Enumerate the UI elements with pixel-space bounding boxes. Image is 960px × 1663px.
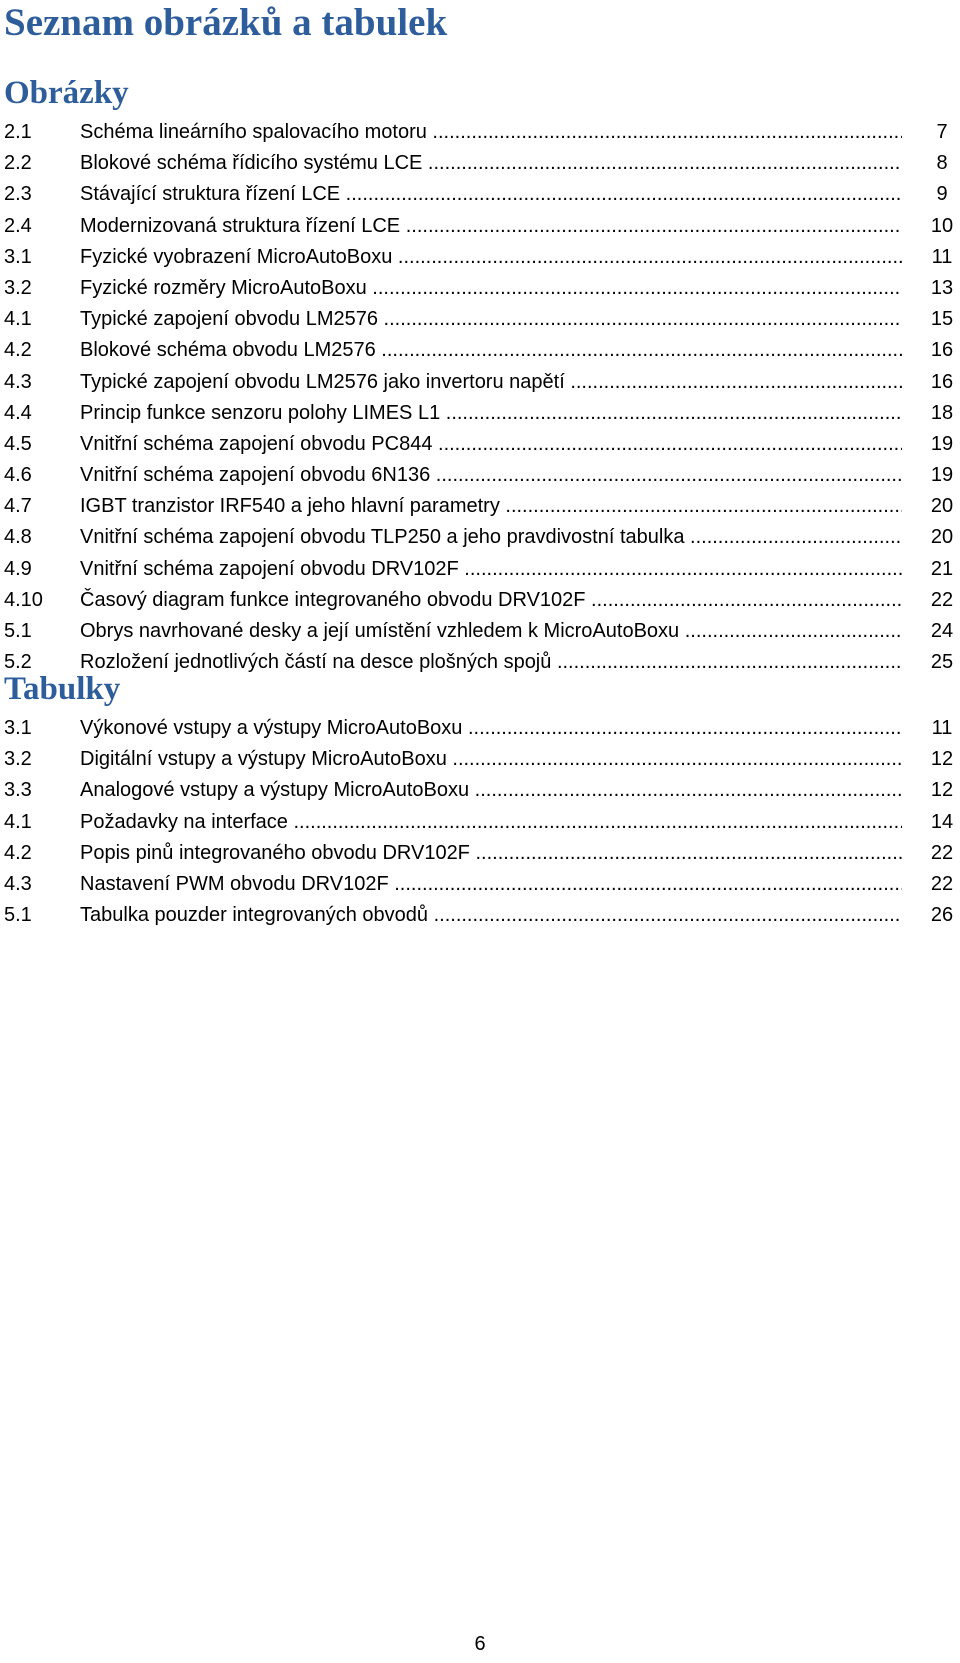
toc-entry-number: 4.3 [4, 370, 32, 393]
toc-entry-page: 7 [936, 121, 948, 143]
toc-entry-number: 3.1 [4, 717, 32, 739]
toc-entry-title: Typické zapojení obvodu LM2576 jako invertoru napětí ..... [80, 367, 902, 398]
toc-entry-page: 19 [930, 464, 954, 487]
toc-entry-title: Rozložení jednotlivých částí na desce plošných spojů ..... [80, 647, 902, 678]
toc-entry-number: 4.7 [4, 495, 32, 518]
toc-entry[interactable] [0, 179, 960, 210]
toc-entry-page: 18 [930, 401, 954, 424]
toc-entry-title: Obrys navrhované desky a její umístění vzhledem k MicroAutoBoxu ..... [80, 616, 902, 647]
toc-entry-number: 2.2 [4, 152, 32, 175]
toc-entry[interactable] [0, 775, 960, 806]
toc-entry-page: 20 [930, 526, 954, 549]
toc-entry-page: 21 [930, 557, 954, 580]
toc-entry-number: 5.1 [4, 904, 32, 927]
toc-entry-page: 22 [930, 588, 954, 611]
toc-entry-number: 4.1 [4, 308, 32, 331]
toc-entry[interactable] [0, 585, 960, 616]
toc-entry-page: 13 [930, 276, 954, 299]
toc-entry-page: 9 [936, 183, 948, 206]
toc-entry-number: 5.2 [4, 651, 32, 674]
toc-entry-title: Schéma lineárního spalovacího motoru ..... [80, 117, 902, 148]
toc-entry-number: 4.2 [4, 339, 32, 362]
toc-entry-title: Tabulka pouzder integrovaných obvodů ..... [80, 900, 902, 931]
toc-entry[interactable] [0, 304, 960, 335]
toc-entry-title: Nastavení PWM obvodu DRV102F ..... [80, 869, 902, 900]
toc-entry-number: 4.8 [4, 526, 32, 549]
toc-entry-title: Požadavky na interface ..... [80, 807, 902, 838]
toc-entry-title: Fyzické vyobrazení MicroAutoBoxu ..... [80, 242, 902, 273]
toc-entry-title: Vnitřní schéma zapojení obvodu PC844 ..... [80, 429, 902, 460]
toc-entry-page: 25 [930, 651, 954, 674]
toc-entry-number: 2.4 [4, 214, 32, 237]
toc-entry[interactable] [0, 335, 960, 366]
toc-entry-title: Popis pinů integrovaného obvodu DRV102F ..... [80, 838, 902, 869]
toc-entry[interactable] [0, 869, 960, 900]
toc-entry-title: Princip funkce senzoru polohy LIMES L1 ..... [80, 398, 902, 429]
toc-entry-page: 11 [931, 245, 953, 268]
page-number: 6 [474, 1633, 486, 1655]
toc-entry-title: Blokové schéma obvodu LM2576 ..... [80, 335, 902, 366]
toc-entry-page: 22 [930, 841, 954, 864]
toc-entry-title: Stávající struktura řízení LCE ..... [80, 179, 902, 210]
toc-entry[interactable] [0, 616, 960, 647]
toc-entry-page: 10 [930, 214, 954, 237]
toc-entry-number: 4.10 [4, 588, 43, 611]
toc-entry[interactable] [0, 242, 960, 273]
toc-entry-page: 19 [930, 432, 954, 455]
toc-entry-number: 4.9 [4, 557, 32, 580]
toc-entry-number: 5.1 [4, 620, 32, 642]
toc-entry[interactable] [0, 554, 960, 585]
toc-entry-page: 15 [930, 308, 954, 331]
toc-entry-title: Vnitřní schéma zapojení obvodu DRV102F ..... [80, 554, 902, 585]
toc-entry[interactable] [0, 491, 960, 522]
toc-entry-page: 22 [930, 872, 954, 895]
toc-entry[interactable] [0, 367, 960, 398]
toc-entry[interactable] [0, 838, 960, 869]
toc-entry[interactable] [0, 117, 960, 148]
toc-entry-page: 8 [936, 152, 948, 175]
toc-entry[interactable] [0, 647, 960, 678]
toc-entry-number: 4.1 [4, 810, 32, 833]
toc-entry-title: Digitální vstupy a výstupy MicroAutoBoxu ..... [80, 744, 902, 775]
toc-entry-title: Vnitřní schéma zapojení obvodu 6N136 ..... [80, 460, 902, 491]
toc-entry-number: 3.1 [4, 245, 32, 268]
toc-entry-number: 4.6 [4, 464, 32, 487]
page-title: Seznam obrázků a tabulek [4, 1, 448, 44]
toc-entry-page: 26 [930, 904, 954, 927]
toc-entry-number: 3.2 [4, 276, 32, 299]
toc-entry-page: 11 [931, 717, 953, 739]
toc-entry-title: Analogové vstupy a výstupy MicroAutoBoxu ..... [80, 775, 902, 806]
toc-entry-title: Blokové schéma řídicího systému LCE ..... [80, 148, 902, 179]
toc-entry[interactable] [0, 807, 960, 838]
toc-entry[interactable] [0, 460, 960, 491]
toc-entry-number: 2.1 [4, 121, 32, 143]
toc-entry-title: Modernizovaná struktura řízení LCE ..... [80, 211, 902, 242]
toc-entry[interactable] [0, 429, 960, 460]
toc-entry[interactable] [0, 273, 960, 304]
tables-list [0, 713, 960, 931]
tables-heading: Tabulky [4, 671, 121, 707]
toc-entry-page: 16 [930, 339, 954, 362]
toc-entry-number: 3.3 [4, 779, 32, 802]
toc-entry[interactable] [0, 398, 960, 429]
toc-entry-page: 20 [930, 495, 954, 518]
toc-entry[interactable] [0, 211, 960, 242]
toc-entry-page: 12 [930, 779, 954, 802]
toc-entry[interactable] [0, 744, 960, 775]
toc-entry-title: Vnitřní schéma zapojení obvodu TLP250 a jeho pravdivostní tabulka ..... [80, 522, 902, 553]
toc-entry-number: 2.3 [4, 183, 32, 206]
toc-entry[interactable] [0, 900, 960, 931]
toc-entry-title: Fyzické rozměry MicroAutoBoxu ..... [80, 273, 902, 304]
toc-entry-page: 24 [930, 620, 954, 642]
toc-entry[interactable] [0, 713, 960, 744]
figures-list [0, 117, 960, 678]
toc-entry-page: 14 [930, 810, 954, 833]
toc-entry-number: 4.3 [4, 872, 32, 895]
toc-entry-number: 4.5 [4, 432, 32, 455]
toc-entry[interactable] [0, 522, 960, 553]
toc-entry-number: 3.2 [4, 748, 32, 771]
toc-entry-title: Časový diagram funkce integrovaného obvodu DRV102F ..... [80, 585, 902, 616]
toc-entry-title: Výkonové vstupy a výstupy MicroAutoBoxu ..... [80, 713, 902, 744]
toc-entry[interactable] [0, 148, 960, 179]
toc-entry-page: 16 [930, 370, 954, 393]
toc-entry-title: IGBT tranzistor IRF540 a jeho hlavní parametry ..... [80, 491, 902, 522]
toc-entry-title: Typické zapojení obvodu LM2576 ..... [80, 304, 902, 335]
toc-entry-page: 12 [930, 748, 954, 771]
toc-entry-number: 4.2 [4, 841, 32, 864]
toc-entry-number: 4.4 [4, 401, 32, 424]
figures-heading: Obrázky [4, 75, 129, 111]
